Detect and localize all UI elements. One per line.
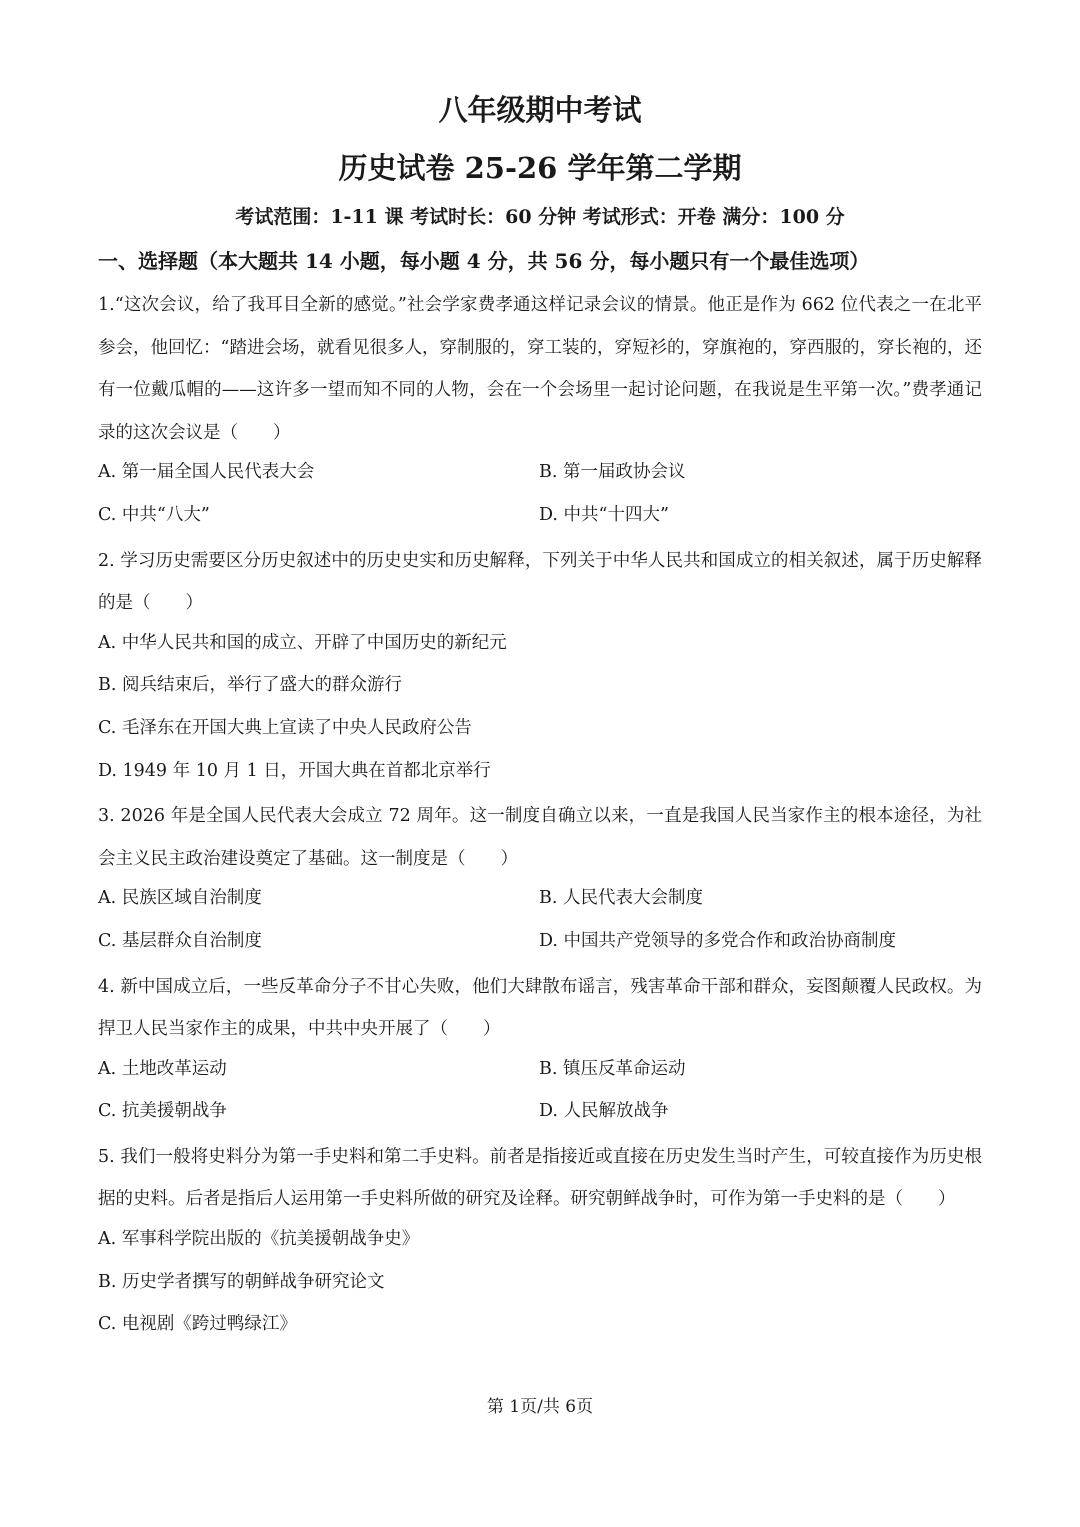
exam-title: 八年级期中考试 (438, 93, 642, 127)
section-heading: 一、选择题（本大题共 14 小题，每小题 4 分，共 56 分，每小题只有一个最佳选项） (98, 249, 870, 273)
question-5-text: 5. 我们一般将史料分为第一手史料和第二手史料。前者是指接近或直接在历史发生当时产生，可较直接作为历史根据的史料。后者是指后人运用第一手史料所做的研究及诠释。研究朝鲜战争时，可作为第一手史料的是（ ） (98, 1146, 982, 1210)
question-5-option-c: C. 电视剧《跨过鸭绿江》 (98, 1314, 297, 1335)
question-1-option-a: A. 第一届全国人民代表大会 (98, 462, 315, 483)
question-3-option-b: B. 人民代表大会制度 (539, 888, 703, 909)
question-1-option-b: B. 第一届政协会议 (539, 462, 686, 483)
question-4-option-c: C. 抗美援朝战争 (98, 1101, 227, 1122)
question-2-option-a: A. 中华人民共和国的成立、开辟了中国历史的新纪元 (98, 632, 507, 653)
question-3-options-row-1 (98, 880, 982, 923)
exam-subtitle: 历史试卷 25-26 学年第二学期 (338, 151, 742, 185)
question-3-option-d: D. 中国共产党领导的多党合作和政治协商制度 (539, 930, 897, 951)
question-3-option-a: A. 民族区域自治制度 (98, 888, 262, 909)
question-4-option-d: D. 人民解放战争 (539, 1101, 669, 1122)
question-1-options-row-1 (98, 454, 982, 497)
question-2-text: 2. 学习历史需要区分历史叙述中的历史史实和历史解释，下列关于中华人民共和国成立的相关叙述，属于历史解释的是（ ） (98, 550, 982, 614)
question-5-option-a: A. 军事科学院出版的《抗美援朝战争史》 (98, 1229, 420, 1250)
question-4-option-b: B. 镇压反革命运动 (539, 1058, 686, 1079)
question-2-option-d: D. 1949 年 10 月 1 日，开国大典在首都北京举行 (98, 760, 491, 781)
question-3-text: 3. 2026 年是全国人民代表大会成立 72 周年。这一制度自确立以来，一直是我国人民当家作主的根本途径，为社会主义民主政治建设奠定了基础。这一制度是（ ） (98, 806, 982, 869)
page-number: 第 1页/共 6页 (486, 1397, 594, 1417)
question-3-options-row-2 (98, 923, 982, 966)
exam-info: 考试范围：1-11 课 考试时长：60 分钟 考试形式：开卷 满分：100 分 (235, 206, 845, 228)
question-1-option-c: C. 中共“八大” (98, 504, 210, 525)
question-4-text: 4. 新中国成立后，一些反革命分子不甘心失败，他们大肆散布谣言，残害革命干部和群众，妄图颠覆人民政权。为捍卫人民当家作主的成果，中共中央开展了（ ） (98, 976, 982, 1040)
question-4-option-a: A. 土地改革运动 (98, 1058, 227, 1079)
question-1-text: 1.“这次会议，给了我耳目全新的感觉。”社会学家费孝通这样记录会议的情景。他正是作为 662 位代表之一在北平参会，他回忆：“踏进会场，就看见很多人，穿制服的，穿工装的，穿短衫的，穿旗袍的，穿西服的，穿长袍的，还有一位戴瓜帽的——这许多一望而知不同的人物，会在一个会场里一起讨论问题，在我说是生平第一次。”费孝通记录的这次会议是（ ） (98, 295, 982, 443)
question-2-option-b: B. 阅兵结束后，举行了盛大的群众游行 (98, 675, 402, 696)
question-1-option-d: D. 中共“十四大” (539, 504, 669, 525)
question-list (98, 284, 982, 1349)
question-1-options-row-2 (98, 497, 982, 540)
question-5-option-b: B. 历史学者撰写的朝鲜战争研究论文 (98, 1271, 385, 1292)
question-3-option-c: C. 基层群众自治制度 (98, 930, 262, 951)
question-4-options-row-2 (98, 1093, 982, 1136)
question-4-options-row-1 (98, 1051, 982, 1094)
question-2-option-c: C. 毛泽东在开国大典上宣读了中央人民政府公告 (98, 717, 472, 738)
